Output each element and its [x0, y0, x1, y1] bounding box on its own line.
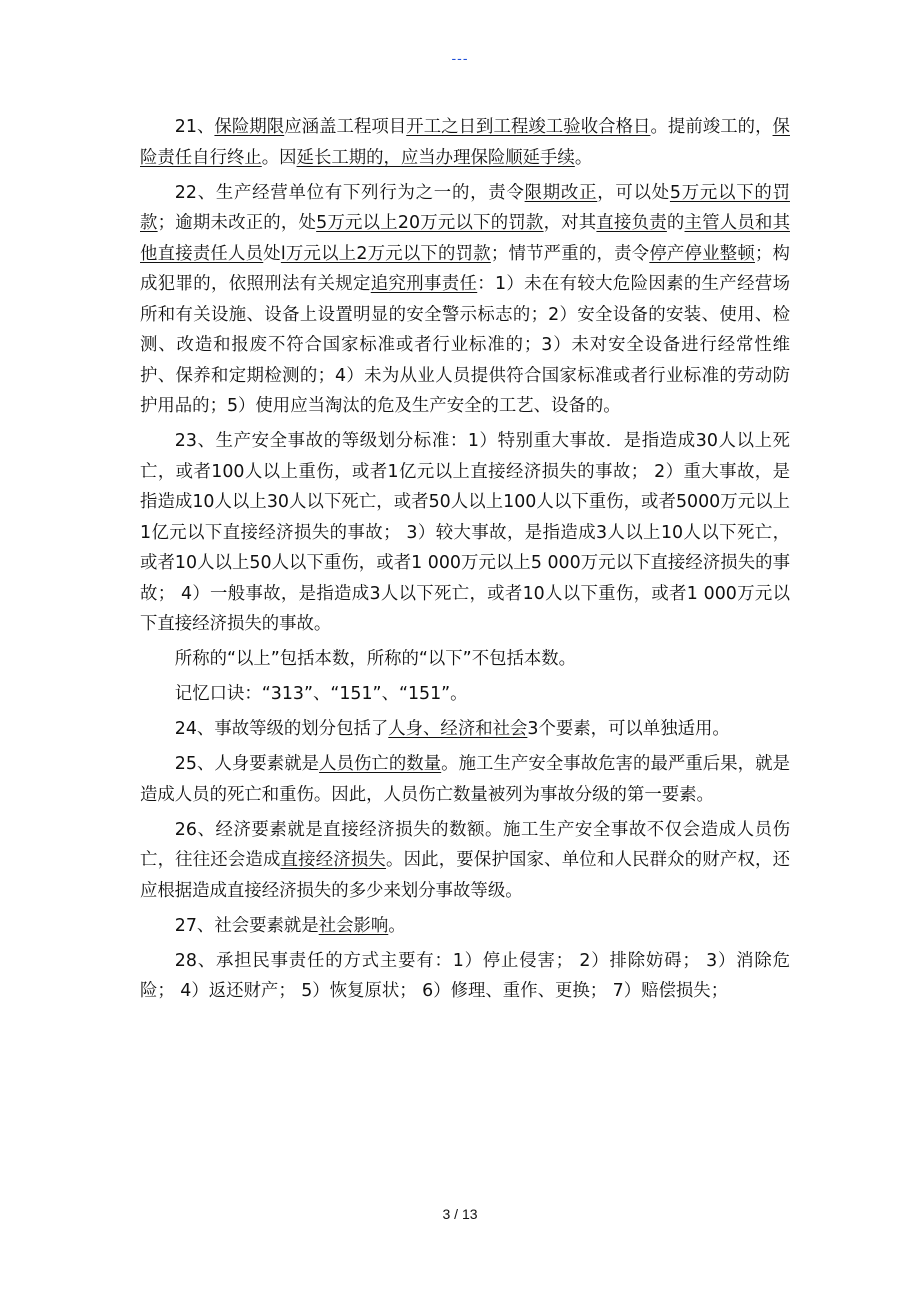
paragraph-24: 24、事故等级的划分包括了人身、经济和社会3个要素，可以单独适用。 [174, 719, 730, 739]
paragraph-21: 21、保险期限应涵盖工程项目开工之日到工程竣工验收合格日。提前竣工的，保险责任自行终止。因延长工期的，应当办理保险顺延手续。 [140, 117, 790, 168]
paragraph-25: 25、人身要素就是人员伤亡的数量。施工生产安全事故危害的最严重后果，就是造成人员的死亡和重伤。因此，人员伤亡数量被列为事故分级的第一要素。 [140, 754, 790, 805]
paragraph-28: 28、承担民事责任的方式主要有：1）停止侵害； 2）排除妨碍； 3）消除危险； 4）返还财产； 5）恢复原状； 6）修理、重作、更换； 7）赔偿损失； [140, 950, 790, 1001]
page-header-mark: --- [451, 50, 469, 66]
page-number: 3 / 13 [442, 1206, 478, 1222]
document-body [140, 112, 790, 1011]
paragraph-22: 22、生产经营单位有下列行为之一的，责令限期改正，可以处5万元以下的罚款；逾期未改正的，处5万元以上20万元以下的罚款，对其直接负责的主管人员和其他直接责任人员处l万元以上2万元以下的罚款；情节严重的，责令停产停业整顿；构成犯罪的，依照刑法有关规定追究刑事责任：1）未在有较大危险因素的生产经营场所和有关设施、设备上设置明显的安全警示标志的；2）安全设备的安装、使用、检测、改造和报废不符合国家标准或者行业标准的；3）未对安全设备进行经常性维护、保养和定期检测的；4）未为从业人员提供符合国家标准或者行业标准的劳动防护用品的；5）使用应当淘汰的危及生产安全的工艺、设备的。 [140, 182, 790, 416]
paragraph-26: 26、经济要素就是直接经济损失的数额。施工生产安全事故不仅会造成人员伤亡，往往还会造成直接经济损失。因此，要保护国家、单位和人民群众的财产权，还应根据造成直接经济损失的多少来划分事故等级。 [140, 819, 790, 901]
note-mnemonic: 记忆口诀：“313”、“151”、“151”。 [174, 684, 468, 704]
note-inclusive: 所称的“以上”包括本数，所称的“以下”不包括本数。 [174, 649, 577, 669]
paragraph-27: 27、社会要素就是社会影响。 [174, 915, 406, 936]
paragraph-23: 23、生产安全事故的等级划分标准：1）特别重大事故．是指造成30人以上死亡，或者100人以上重伤，或者1亿元以上直接经济损失的事故； 2）重大事故，是指造成10人以上30人以下死亡，或者50人以上100人以下重伤，或者5000万元以上1亿元以下直接经济损失的事故； 3）较大事故，是指造成3人以上10人以下死亡，或者10人以上50人以下重伤，或者1 000万元以上5 000万元以下直接经济损失的事故； 4）一般事故，是指造成3人以下死亡，或者10人以下重伤，或者1 000万元以下直接经济损失的事故。 [140, 431, 790, 634]
